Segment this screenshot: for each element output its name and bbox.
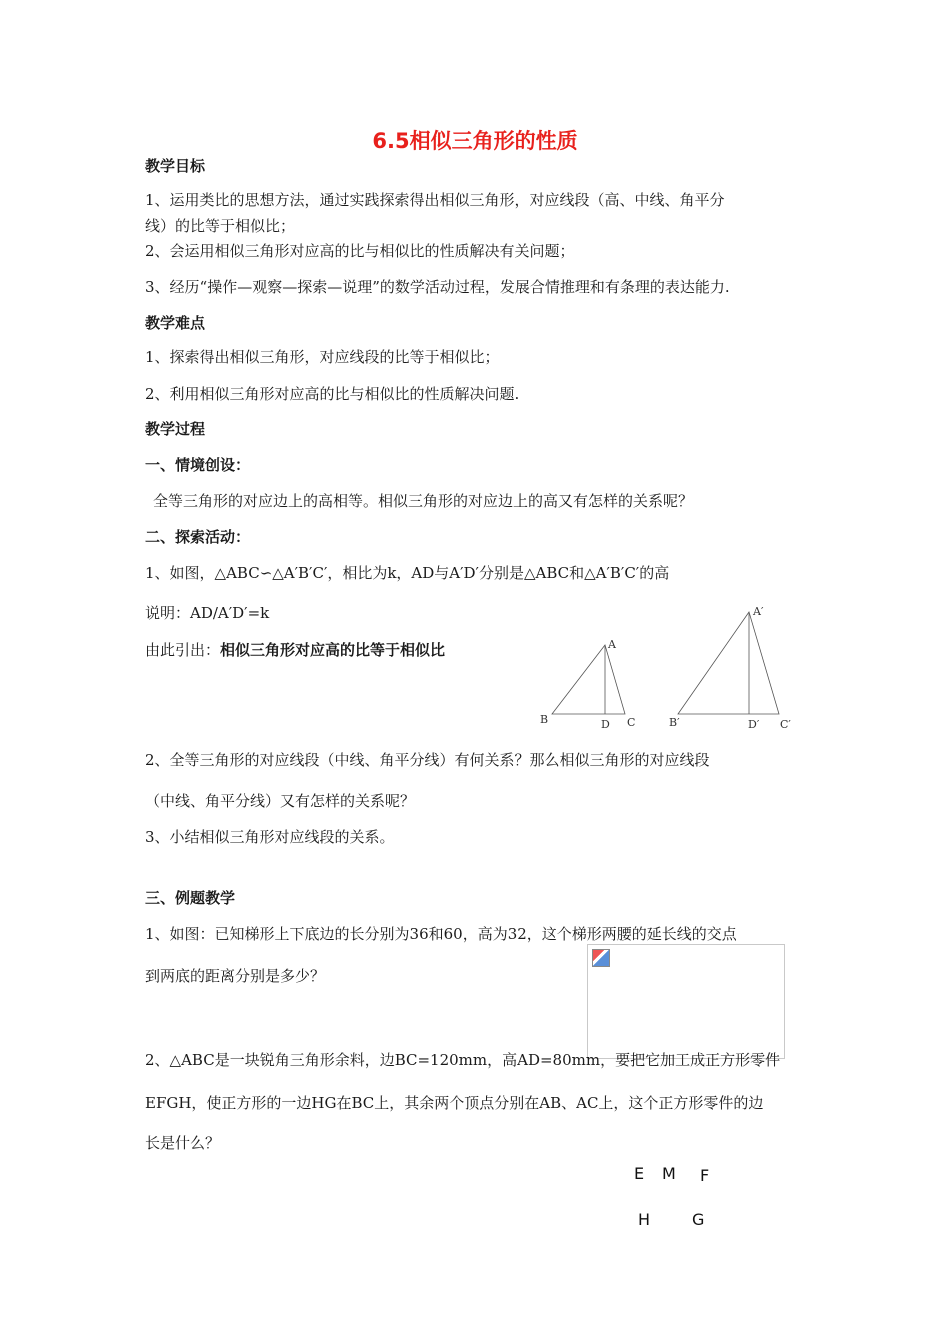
missing-image-frame	[587, 944, 785, 1059]
difficulties-heading: 教学难点	[145, 314, 206, 332]
example-1-line-1: 1、如图：已知梯形上下底边的长分别为36和60，高为32，这个梯形两腰的延长线的交点	[145, 925, 737, 943]
label-A: A	[608, 638, 616, 651]
part2-item-3: 3、小结相似三角形对应线段的关系。	[145, 828, 395, 846]
part1-heading: 一、情境创设：	[145, 456, 251, 474]
part2-conclusion	[145, 639, 445, 660]
label-M: M	[662, 1164, 676, 1183]
label-A-prime: A′	[753, 605, 764, 618]
goal-1-line-1: 1、运用类比的思想方法，通过实践探索得出相似三角形，对应线段（高、中线、角平分	[145, 191, 725, 209]
broken-image-icon	[592, 949, 610, 967]
label-E: E	[634, 1164, 645, 1183]
goal-1-line-2: 线）的比等于相似比；	[145, 217, 296, 235]
part2-item-1: 1、如图，△ABC∽△A′B′C′，相比为k，AD与A′D′分别是△ABC和△A′B′C′的高	[145, 564, 670, 582]
page-title: 6.5相似三角形的性质	[372, 129, 578, 153]
difficulty-1: 1、探索得出相似三角形，对应线段的比等于相似比；	[145, 348, 500, 366]
small-triangle	[540, 638, 635, 731]
process-heading: 教学过程	[145, 420, 206, 438]
label-F: F	[700, 1166, 710, 1185]
example-2-line-3: 长是什么？	[145, 1134, 221, 1152]
difficulty-2: 2、利用相似三角形对应高的比与相似比的性质解决问题.	[145, 385, 520, 403]
label-D-prime: D′	[748, 718, 760, 731]
part2-item-2-line-1: 2、全等三角形的对应线段（中线、角平分线）有何关系？那么相似三角形的对应线段	[145, 751, 710, 769]
part3-heading: 三、例题教学	[145, 889, 236, 907]
example-2-line-1: 2、△ABC是一块锐角三角形余料，边BC=120mm，高AD=80mm，要把它加工成正方形零件	[145, 1051, 781, 1069]
label-B: B	[540, 713, 549, 726]
label-H: H	[638, 1210, 651, 1229]
label-C-prime: C′	[780, 718, 791, 731]
example-2-line-2: EFGH，使正方形的一边HG在BC上，其余两个顶点分别在AB、AC上，这个正方形零件的边	[145, 1094, 764, 1112]
label-C: C	[627, 716, 636, 729]
large-triangle	[669, 605, 791, 731]
similar-triangles-figure	[530, 600, 810, 740]
goal-3: 3、经历“操作—观察—探索—说理”的数学活动过程，发展合情推理和有条理的表达能力.	[145, 278, 730, 296]
example-1-line-2: 到两底的距离分别是多少？	[145, 967, 326, 985]
part2-heading: 二、探索活动：	[145, 528, 251, 546]
part2-explain: 说明：AD/A′D′=k	[145, 604, 270, 622]
conclusion-prefix: 由此引出：	[145, 641, 221, 659]
part2-item-2-line-2: （中线、角平分线）又有怎样的关系呢？	[145, 792, 416, 810]
label-G: G	[692, 1210, 705, 1229]
label-D: D	[601, 718, 610, 731]
part1-text: 全等三角形的对应边上的高相等。相似三角形的对应边上的高又有怎样的关系呢？	[153, 492, 694, 510]
conclusion-bold: 相似三角形对应高的比等于相似比	[220, 641, 446, 659]
goals-heading: 教学目标	[145, 157, 206, 175]
label-B-prime: B′	[669, 716, 680, 729]
goal-2: 2、会运用相似三角形对应高的比与相似比的性质解决有关问题；	[145, 242, 575, 260]
